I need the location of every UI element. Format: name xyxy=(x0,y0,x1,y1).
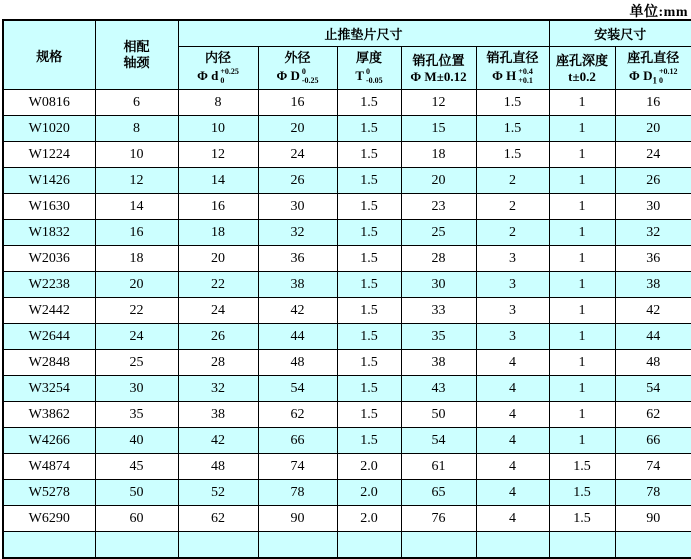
spec-cell: W2644 xyxy=(3,324,95,350)
value-cell: 20 xyxy=(178,246,258,272)
table-row xyxy=(3,168,691,194)
value-cell: 26 xyxy=(615,168,691,194)
empty-cell xyxy=(3,532,95,559)
value-cell: 30 xyxy=(615,194,691,220)
value-cell: 54 xyxy=(401,428,476,454)
spec-cell: W1426 xyxy=(3,168,95,194)
value-cell: 2.0 xyxy=(337,480,401,506)
col-header-2: 内径 Φ d +0.25 0 xyxy=(178,47,258,90)
value-cell: 24 xyxy=(95,324,178,350)
col-header-3: 外径 Φ D 0 -0.25 xyxy=(258,47,337,90)
value-cell: 16 xyxy=(615,90,691,116)
empty-cell xyxy=(337,532,401,559)
value-cell: 1.5 xyxy=(337,168,401,194)
value-cell: 36 xyxy=(258,246,337,272)
value-cell: 14 xyxy=(178,168,258,194)
value-cell: 1.5 xyxy=(337,428,401,454)
unit-label: 单位:mm xyxy=(629,5,688,20)
table-row xyxy=(3,454,691,480)
value-cell: 66 xyxy=(615,428,691,454)
value-cell: 26 xyxy=(178,324,258,350)
table-row xyxy=(3,142,691,168)
value-cell: 1.5 xyxy=(337,350,401,376)
value-cell: 20 xyxy=(615,116,691,142)
value-cell: 1 xyxy=(549,402,615,428)
value-cell: 1 xyxy=(549,246,615,272)
value-cell: 2 xyxy=(476,220,549,246)
group-header-installation-size: 安装尺寸 xyxy=(549,20,691,47)
value-cell: 2 xyxy=(476,168,549,194)
value-cell: 38 xyxy=(615,272,691,298)
value-cell: 32 xyxy=(615,220,691,246)
value-cell: 1 xyxy=(549,376,615,402)
table-row xyxy=(3,480,691,506)
value-cell: 50 xyxy=(401,402,476,428)
spec-cell: W2238 xyxy=(3,272,95,298)
spec-table xyxy=(2,19,691,559)
value-cell: 28 xyxy=(178,350,258,376)
spec-cell: W1832 xyxy=(3,220,95,246)
spec-cell: W2442 xyxy=(3,298,95,324)
value-cell: 1 xyxy=(549,194,615,220)
value-cell: 1.5 xyxy=(476,90,549,116)
value-cell: 1.5 xyxy=(337,324,401,350)
col-header-spec: 规格 xyxy=(3,20,95,90)
value-cell: 3 xyxy=(476,272,549,298)
value-cell: 38 xyxy=(401,350,476,376)
value-cell: 44 xyxy=(258,324,337,350)
value-cell: 2.0 xyxy=(337,506,401,532)
value-cell: 48 xyxy=(615,350,691,376)
value-cell: 38 xyxy=(258,272,337,298)
value-cell: 1.5 xyxy=(476,142,549,168)
value-cell: 4 xyxy=(476,480,549,506)
value-cell: 1.5 xyxy=(549,480,615,506)
table-row xyxy=(3,350,691,376)
value-cell: 35 xyxy=(95,402,178,428)
spec-cell: W2848 xyxy=(3,350,95,376)
table-row xyxy=(3,116,691,142)
value-cell: 1.5 xyxy=(337,272,401,298)
group-header-thrust-washer-size: 止推垫片尺寸 xyxy=(178,20,549,47)
value-cell: 15 xyxy=(401,116,476,142)
value-cell: 20 xyxy=(401,168,476,194)
value-cell: 1 xyxy=(549,324,615,350)
table-row xyxy=(3,272,691,298)
value-cell: 54 xyxy=(258,376,337,402)
value-cell: 74 xyxy=(258,454,337,480)
table-row xyxy=(3,324,691,350)
value-cell: 38 xyxy=(178,402,258,428)
value-cell: 30 xyxy=(258,194,337,220)
table-row xyxy=(3,402,691,428)
value-cell: 74 xyxy=(615,454,691,480)
spec-cell: W3862 xyxy=(3,402,95,428)
empty-cell xyxy=(258,532,337,559)
value-cell: 32 xyxy=(178,376,258,402)
value-cell: 4 xyxy=(476,428,549,454)
table-row xyxy=(3,194,691,220)
value-cell: 90 xyxy=(258,506,337,532)
table-row xyxy=(3,376,691,402)
value-cell: 44 xyxy=(615,324,691,350)
value-cell: 8 xyxy=(95,116,178,142)
col-header-8: 座孔直径 Φ $D_1$ +0.12 0 xyxy=(615,47,691,90)
value-cell: 76 xyxy=(401,506,476,532)
value-cell: 54 xyxy=(615,376,691,402)
value-cell: 2.0 xyxy=(337,454,401,480)
value-cell: 61 xyxy=(401,454,476,480)
value-cell: 6 xyxy=(95,90,178,116)
value-cell: 42 xyxy=(178,428,258,454)
col-header-7: 座孔深度 t±0.2 xyxy=(549,47,615,90)
table-body xyxy=(3,90,691,559)
value-cell: 1.5 xyxy=(337,194,401,220)
value-cell: 20 xyxy=(95,272,178,298)
value-cell: 1 xyxy=(549,428,615,454)
value-cell: 30 xyxy=(401,272,476,298)
value-cell: 12 xyxy=(401,90,476,116)
value-cell: 1 xyxy=(549,220,615,246)
value-cell: 1.5 xyxy=(337,142,401,168)
value-cell: 1.5 xyxy=(337,298,401,324)
value-cell: 18 xyxy=(95,246,178,272)
value-cell: 32 xyxy=(258,220,337,246)
value-cell: 18 xyxy=(401,142,476,168)
journal-label-line1: 相配 xyxy=(123,38,150,54)
value-cell: 24 xyxy=(615,142,691,168)
value-cell: 12 xyxy=(95,168,178,194)
value-cell: 62 xyxy=(178,506,258,532)
value-cell: 66 xyxy=(258,428,337,454)
empty-cell xyxy=(615,532,691,559)
value-cell: 40 xyxy=(95,428,178,454)
value-cell: 48 xyxy=(178,454,258,480)
value-cell: 1.5 xyxy=(549,454,615,480)
value-cell: 16 xyxy=(178,194,258,220)
value-cell: 25 xyxy=(401,220,476,246)
spec-cell: W6290 xyxy=(3,506,95,532)
value-cell: 35 xyxy=(401,324,476,350)
value-cell: 16 xyxy=(258,90,337,116)
value-cell: 62 xyxy=(615,402,691,428)
value-cell: 16 xyxy=(95,220,178,246)
table-row xyxy=(3,298,691,324)
value-cell: 65 xyxy=(401,480,476,506)
spec-cell: W1020 xyxy=(3,116,95,142)
value-cell: 3 xyxy=(476,298,549,324)
value-cell: 10 xyxy=(95,142,178,168)
value-cell: 22 xyxy=(95,298,178,324)
value-cell: 90 xyxy=(615,506,691,532)
empty-cell xyxy=(178,532,258,559)
value-cell: 12 xyxy=(178,142,258,168)
value-cell: 23 xyxy=(401,194,476,220)
value-cell: 20 xyxy=(258,116,337,142)
table-row xyxy=(3,428,691,454)
value-cell: 52 xyxy=(178,480,258,506)
empty-cell xyxy=(476,532,549,559)
value-cell: 24 xyxy=(258,142,337,168)
value-cell: 8 xyxy=(178,90,258,116)
value-cell: 48 xyxy=(258,350,337,376)
spec-cell: W4266 xyxy=(3,428,95,454)
value-cell: 1 xyxy=(549,142,615,168)
value-cell: 33 xyxy=(401,298,476,324)
value-cell: 62 xyxy=(258,402,337,428)
value-cell: 1.5 xyxy=(337,402,401,428)
table-row xyxy=(3,90,691,116)
spec-cell: W4874 xyxy=(3,454,95,480)
value-cell: 4 xyxy=(476,454,549,480)
value-cell: 4 xyxy=(476,506,549,532)
empty-cell xyxy=(95,532,178,559)
col-header-4: 厚度 T 0 -0.05 xyxy=(337,47,401,90)
value-cell: 42 xyxy=(258,298,337,324)
col-header-journal xyxy=(95,20,178,90)
value-cell: 1.5 xyxy=(337,246,401,272)
value-cell: 26 xyxy=(258,168,337,194)
spec-cell: W1224 xyxy=(3,142,95,168)
value-cell: 43 xyxy=(401,376,476,402)
spec-cell: W2036 xyxy=(3,246,95,272)
value-cell: 1 xyxy=(549,272,615,298)
value-cell: 2 xyxy=(476,194,549,220)
value-cell: 1.5 xyxy=(337,116,401,142)
value-cell: 22 xyxy=(178,272,258,298)
value-cell: 60 xyxy=(95,506,178,532)
value-cell: 4 xyxy=(476,376,549,402)
value-cell: 1.5 xyxy=(337,376,401,402)
value-cell: 1.5 xyxy=(549,506,615,532)
journal-label-line2: 轴颈 xyxy=(123,55,150,70)
col-header-5: 销孔位置 Φ M±0.12 xyxy=(401,47,476,90)
spec-cell: W5278 xyxy=(3,480,95,506)
group-header-row xyxy=(3,20,691,47)
value-cell: 36 xyxy=(615,246,691,272)
table-row xyxy=(3,220,691,246)
value-cell: 4 xyxy=(476,350,549,376)
value-cell: 28 xyxy=(401,246,476,272)
empty-cell xyxy=(549,532,615,559)
spec-cell: W3254 xyxy=(3,376,95,402)
spec-cell: W0816 xyxy=(3,90,95,116)
table-header xyxy=(3,20,691,90)
table-row xyxy=(3,506,691,532)
value-cell: 1.5 xyxy=(337,90,401,116)
value-cell: 1 xyxy=(549,350,615,376)
value-cell: 42 xyxy=(615,298,691,324)
value-cell: 18 xyxy=(178,220,258,246)
value-cell: 45 xyxy=(95,454,178,480)
value-cell: 1 xyxy=(549,168,615,194)
value-cell: 3 xyxy=(476,324,549,350)
empty-cell xyxy=(401,532,476,559)
partial-row xyxy=(3,532,691,559)
value-cell: 25 xyxy=(95,350,178,376)
value-cell: 30 xyxy=(95,376,178,402)
col-header-6: 销孔直径 Φ H +0.4 +0.1 xyxy=(476,47,549,90)
value-cell: 1 xyxy=(549,116,615,142)
value-cell: 50 xyxy=(95,480,178,506)
value-cell: 1 xyxy=(549,90,615,116)
value-cell: 1.5 xyxy=(476,116,549,142)
table-row xyxy=(3,246,691,272)
value-cell: 1 xyxy=(549,298,615,324)
spec-cell: W1630 xyxy=(3,194,95,220)
value-cell: 10 xyxy=(178,116,258,142)
value-cell: 3 xyxy=(476,246,549,272)
value-cell: 4 xyxy=(476,402,549,428)
value-cell: 78 xyxy=(258,480,337,506)
value-cell: 14 xyxy=(95,194,178,220)
value-cell: 1.5 xyxy=(337,220,401,246)
value-cell: 78 xyxy=(615,480,691,506)
value-cell: 24 xyxy=(178,298,258,324)
